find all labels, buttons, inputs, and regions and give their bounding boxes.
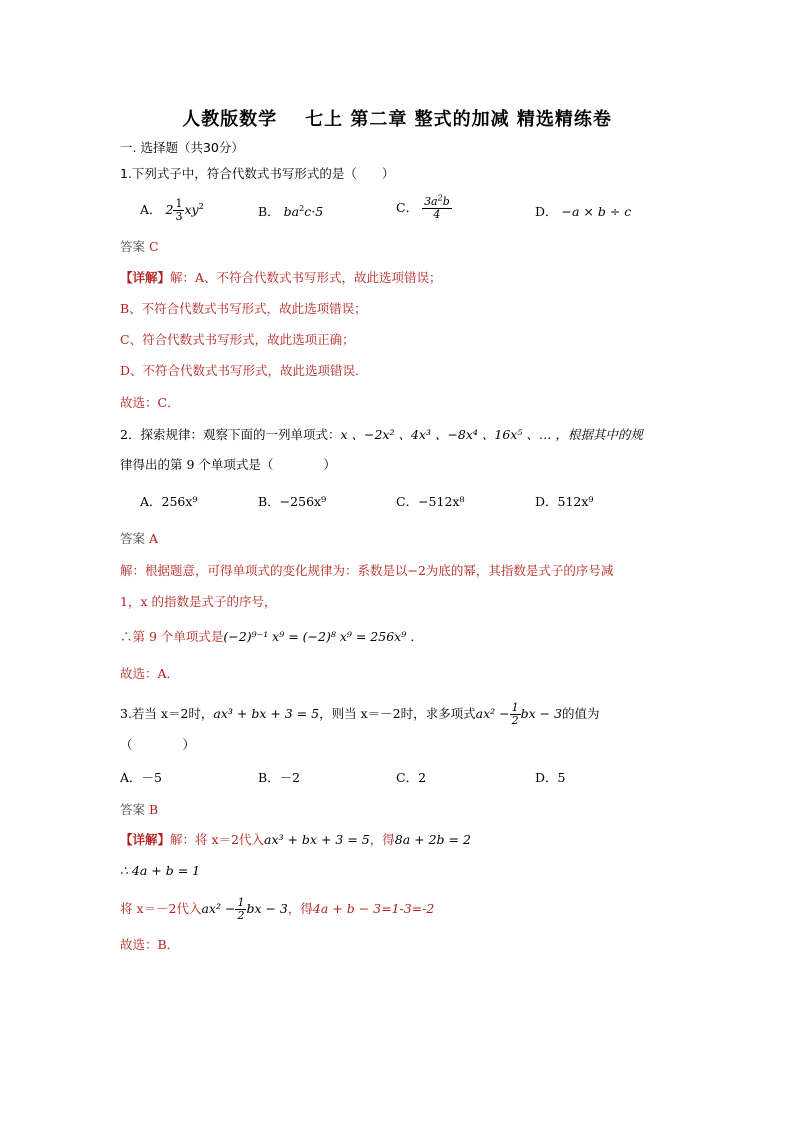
q3-answer	[120, 801, 158, 819]
q1-detail-line3: C、符合代数式书写形式，故此选项正确；	[120, 332, 355, 347]
page-title	[0, 105, 794, 131]
q2-answer-value: A	[149, 531, 159, 546]
q3-detail3-poly-b: bx − 3	[246, 901, 288, 916]
q3-detail3-half	[235, 897, 246, 922]
q3-stem-line1	[120, 702, 600, 727]
q3-option-a[interactable]: A．－5	[120, 770, 162, 785]
q3-detail3-half-num: 1	[237, 896, 245, 909]
q2-solution-line3	[120, 628, 423, 646]
q2-choice: 故选：A．	[120, 666, 180, 681]
q3-detail3-result: 4a + b − 3=1-3=-2	[312, 901, 435, 916]
q1-option-b[interactable]	[258, 202, 323, 222]
q3-detail-b: ，得	[369, 832, 395, 847]
q2-option-d[interactable]: D．512x⁹	[535, 494, 594, 509]
q3-poly-a: ax² −	[475, 706, 510, 721]
q3-half-num: 1	[511, 701, 519, 714]
q3-answer-value: B	[149, 802, 159, 817]
q1-answer-value: C	[149, 239, 159, 254]
q1-b-expr1: ba	[283, 204, 300, 219]
q1-option-b-label: B．	[258, 204, 280, 219]
q3-detail3-a: 将 x＝－2代入	[120, 901, 202, 916]
q3-option-d[interactable]: D．5	[535, 770, 566, 785]
q1-option-a-label: A．	[140, 202, 162, 217]
q3-detail-a: 解：将 x＝2代入	[170, 832, 264, 847]
q1-c-num2: b	[442, 195, 450, 208]
q1-detail-line4: D、不符合代数式书写形式，故此选项错误．	[120, 363, 368, 378]
q1-detail-line1	[120, 269, 442, 287]
q1-option-a[interactable]	[140, 198, 204, 223]
q3-detail3-poly-a: ax² −	[201, 901, 236, 916]
q3-detail-line2: ∴ 4a + b = 1	[120, 863, 201, 878]
q1-a-sup: 2	[198, 201, 204, 211]
q1-option-d[interactable]	[535, 202, 631, 222]
q3-detail-eq: ax³ + bx + 3 = 5	[264, 832, 370, 847]
q1-a-den: 3	[175, 210, 183, 223]
q2-answer-label: 答案	[120, 531, 146, 546]
q1-a-num: 1	[175, 197, 183, 210]
q1-detail-line2: B、不符合代数式书写形式，故此选项错误；	[120, 301, 367, 316]
q3-detail-line1	[120, 831, 471, 849]
q3-detail3-half-den: 2	[237, 909, 245, 922]
q1-option-a-fraction	[173, 198, 184, 223]
q3-option-c[interactable]: C．2	[396, 770, 427, 785]
q2-option-a[interactable]: A．256x⁹	[140, 494, 198, 509]
q2-stem-a: 2．探索规律：观察下面的一列单项式：	[120, 427, 341, 442]
q1-answer-label: 答案	[120, 239, 146, 254]
q1-b-sup: 2	[299, 203, 305, 213]
q3-paren: （ ）	[120, 737, 196, 752]
q3-poly-b: bx − 3	[520, 706, 563, 721]
q1-d-expr: −a × b ÷ c	[561, 204, 632, 219]
q3-stem-a: 3.若当 x＝2时，	[120, 706, 214, 721]
q3-detail-result: 8a + 2b = 2	[394, 832, 471, 847]
q2-stem-line2: 律得出的第 9 个单项式是（ ）	[120, 457, 336, 472]
q1-a-tail: xy	[184, 202, 199, 217]
q3-answer-label: 答案	[120, 802, 146, 817]
q1-option-c-label: C．	[396, 200, 419, 215]
q2-answer	[120, 530, 158, 548]
q2-option-b[interactable]: B．−256x⁹	[258, 494, 327, 509]
q2-solution-line2: 1，x 的指数是式子的序号，	[120, 594, 277, 609]
q3-choice: 故选：B．	[120, 937, 180, 952]
q1-c-den: 4	[433, 208, 441, 221]
section-heading: 一. 选择题（共30分）	[120, 140, 244, 155]
q1-detail-tag: 【详解】	[120, 270, 171, 285]
q3-option-b[interactable]: B．－2	[258, 770, 301, 785]
q1-choice: 故选：C．	[120, 395, 180, 410]
q1-option-d-label: D．	[535, 204, 558, 219]
q3-stem-b: ，则当 x＝－2时，求多项式	[319, 706, 476, 721]
q1-stem: 1.下列式子中，符合代数式书写形式的是（ ）	[120, 166, 395, 181]
q2-stem-line1	[120, 426, 643, 444]
q3-detail3-b: ，得	[287, 901, 313, 916]
q3-half-den: 2	[511, 714, 519, 727]
q3-stem-c: 的值为	[562, 706, 600, 721]
q2-option-c[interactable]: C．−512x⁸	[396, 494, 465, 509]
q1-b-expr2: c·5	[304, 204, 324, 219]
q2-solution-red: ∴第 9 个单项式是	[120, 629, 224, 644]
title-subject: 人教版数学	[182, 109, 278, 130]
q3-detail-line3	[120, 897, 434, 922]
q1-option-a-whole: 2	[165, 202, 174, 217]
q3-half-fraction	[510, 702, 521, 727]
q3-detail-tag: 【详解】	[120, 832, 171, 847]
q2-terms: x 、−2x² 、4x³ 、−8x⁴ 、16x⁵ 、… ，根据其中的规	[340, 427, 643, 442]
q1-detail-text: 解：A、不符合代数式书写形式，故此选项错误；	[170, 270, 442, 285]
q2-solution-math: (−2)⁹⁻¹ x⁹ = (−2)⁸ x⁹ = 256x⁹ ．	[223, 629, 423, 644]
title-chapter: 七上 第二章 整式的加减 精选精练卷	[305, 109, 612, 130]
q1-c-num: 3a	[424, 195, 438, 208]
q1-option-c[interactable]	[396, 193, 452, 221]
q1-option-c-fraction	[422, 193, 452, 221]
q1-answer	[120, 238, 159, 256]
q2-solution-line1: 解：根据题意，可得单项式的变化规律为：系数是以−2为底的幂，其指数是式子的序号减	[120, 563, 614, 578]
q3-eq1: ax³ + bx + 3 = 5	[213, 706, 320, 721]
q1-c-sup: 2	[437, 193, 443, 203]
